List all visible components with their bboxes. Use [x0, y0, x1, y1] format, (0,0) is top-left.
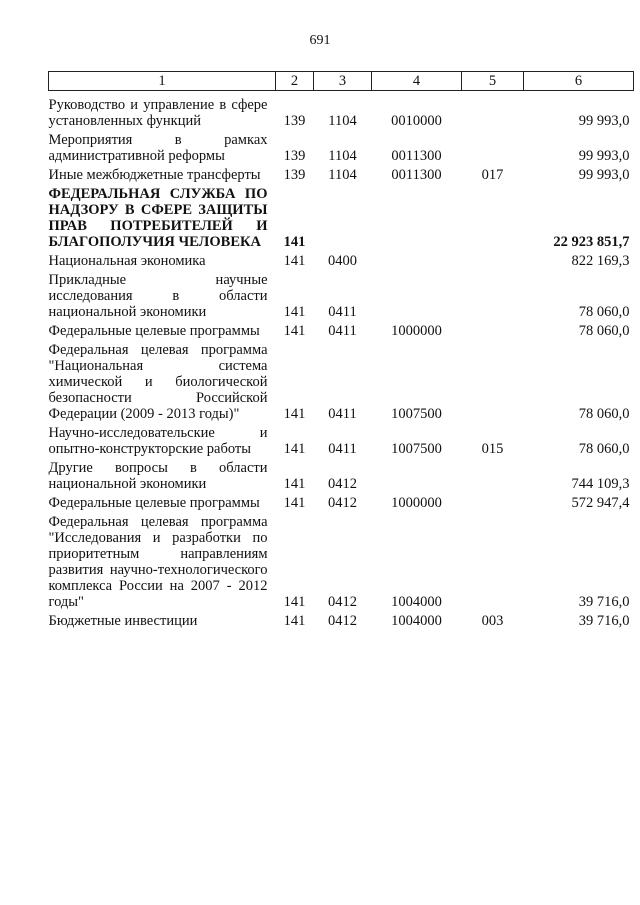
- row-col5: 015: [481, 441, 504, 457]
- row-col2: 141: [283, 304, 306, 320]
- row-amount: 99 993,0: [578, 167, 630, 183]
- row-col5: [462, 132, 524, 167]
- table-row: [49, 253, 634, 272]
- table-row: [49, 323, 634, 342]
- row-amount: 78 060,0: [578, 304, 630, 320]
- column-header-4: 4: [372, 72, 462, 91]
- row-col4: [372, 186, 462, 253]
- row-description: Научно-исследовательские и опытно-конструкторские работы: [48, 425, 268, 457]
- row-col4: 0011300: [391, 167, 442, 183]
- row-description: Федеральные целевые программы: [48, 495, 260, 511]
- column-header-6: 6: [524, 72, 634, 91]
- row-col2: 141: [283, 406, 306, 422]
- column-header-5: 5: [462, 72, 524, 91]
- row-amount: 822 169,3: [571, 253, 630, 269]
- table-row: [49, 167, 634, 186]
- row-col4: 1000000: [391, 323, 442, 339]
- row-col4: [372, 272, 462, 323]
- row-col4: 1004000: [391, 594, 442, 610]
- row-col4: 0011300: [391, 148, 442, 164]
- row-description: Федеральные целевые программы: [48, 323, 260, 339]
- column-header-2: 2: [276, 72, 314, 91]
- row-amount: 22 923 851,7: [553, 234, 630, 250]
- table-row: [49, 514, 634, 613]
- row-col3: 0411: [328, 323, 357, 339]
- table-row: [49, 425, 634, 460]
- table-row: [49, 460, 634, 495]
- column-header-1: 1: [49, 72, 276, 91]
- page-number: 691: [309, 33, 331, 48]
- table-row: [49, 613, 634, 632]
- row-description: Национальная экономика: [48, 253, 206, 269]
- row-col2: 141: [283, 234, 306, 250]
- row-amount: 39 716,0: [578, 613, 630, 629]
- row-col5: [462, 323, 524, 342]
- row-col2: 141: [283, 476, 306, 492]
- row-col4: 1007500: [391, 406, 442, 422]
- row-description: Руководство и управление в сфере установленных функций: [48, 97, 268, 129]
- row-col3: 1104: [328, 167, 357, 183]
- row-amount: 99 993,0: [578, 113, 630, 129]
- table-row: [49, 495, 634, 514]
- row-col5: 017: [481, 167, 504, 183]
- row-col2: 139: [283, 167, 306, 183]
- row-col3: 1104: [328, 113, 357, 129]
- table-row: [49, 132, 634, 167]
- row-col5: [462, 460, 524, 495]
- row-col5: 003: [481, 613, 504, 629]
- column-header-3: 3: [314, 72, 372, 91]
- row-col5: [462, 495, 524, 514]
- row-col2: 141: [283, 613, 306, 629]
- row-col5: [462, 253, 524, 272]
- row-col2: 139: [283, 148, 306, 164]
- row-col2: 141: [283, 323, 306, 339]
- row-col4: [372, 460, 462, 495]
- row-description: Федеральная целевая программа "Национальная система химической и биологической безопасности Российской Федерации (2009 - 2013 годы)": [48, 342, 268, 422]
- row-amount: 99 993,0: [578, 148, 630, 164]
- row-amount: 572 947,4: [571, 495, 630, 511]
- row-col5: [462, 186, 524, 253]
- row-col4: [372, 253, 462, 272]
- row-col5: [462, 342, 524, 425]
- row-col2: 141: [283, 253, 306, 269]
- row-description: Мероприятия в рамках административной реформы: [48, 132, 268, 164]
- row-col5: [462, 272, 524, 323]
- table-row: [49, 272, 634, 323]
- row-col3: 0412: [328, 476, 357, 492]
- row-description: Прикладные научные исследования в области национальной экономики: [48, 272, 268, 320]
- row-col4: 1000000: [391, 495, 442, 511]
- row-amount: 78 060,0: [578, 441, 630, 457]
- row-col3: 0411: [328, 406, 357, 422]
- table-row-agency-total: [49, 186, 634, 253]
- row-col4: 1007500: [391, 441, 442, 457]
- row-col2: 141: [283, 594, 306, 610]
- row-amount: 78 060,0: [578, 323, 630, 339]
- table-row: [49, 91, 634, 133]
- row-col3: 0400: [328, 253, 357, 269]
- row-col4: 1004000: [391, 613, 442, 629]
- row-col3: 0412: [328, 613, 357, 629]
- row-col5: [462, 514, 524, 613]
- column-header-row: [49, 72, 634, 91]
- table-row: [49, 342, 634, 425]
- row-col3: 1104: [328, 148, 357, 164]
- row-description: Иные межбюджетные трансферты: [48, 167, 261, 183]
- row-amount: 78 060,0: [578, 406, 630, 422]
- row-amount: 744 109,3: [571, 476, 630, 492]
- row-col3: 0411: [328, 441, 357, 457]
- row-col3: [314, 186, 372, 253]
- row-description: Другие вопросы в области национальной экономики: [48, 460, 268, 492]
- budget-table: [48, 71, 634, 632]
- row-col3: 0412: [328, 495, 357, 511]
- row-col2: 139: [283, 113, 306, 129]
- row-description: Федеральная целевая программа "Исследования и разработки по приоритетным направлениям развития научно-технологического комплекса России на 2007 - 2012 годы": [48, 514, 268, 610]
- row-description: Бюджетные инвестиции: [48, 613, 198, 629]
- row-col5: [462, 91, 524, 133]
- row-col3: 0412: [328, 594, 357, 610]
- row-description: ФЕДЕРАЛЬНАЯ СЛУЖБА ПО НАДЗОРУ В СФЕРЕ ЗАЩИТЫ ПРАВ ПОТРЕБИТЕЛЕЙ И БЛАГОПОЛУЧИЯ ЧЕЛОВЕКА: [48, 186, 268, 250]
- row-col2: 141: [283, 495, 306, 511]
- row-col2: 141: [283, 441, 306, 457]
- row-amount: 39 716,0: [578, 594, 630, 610]
- row-col3: 0411: [328, 304, 357, 320]
- row-col4: 0010000: [391, 113, 442, 129]
